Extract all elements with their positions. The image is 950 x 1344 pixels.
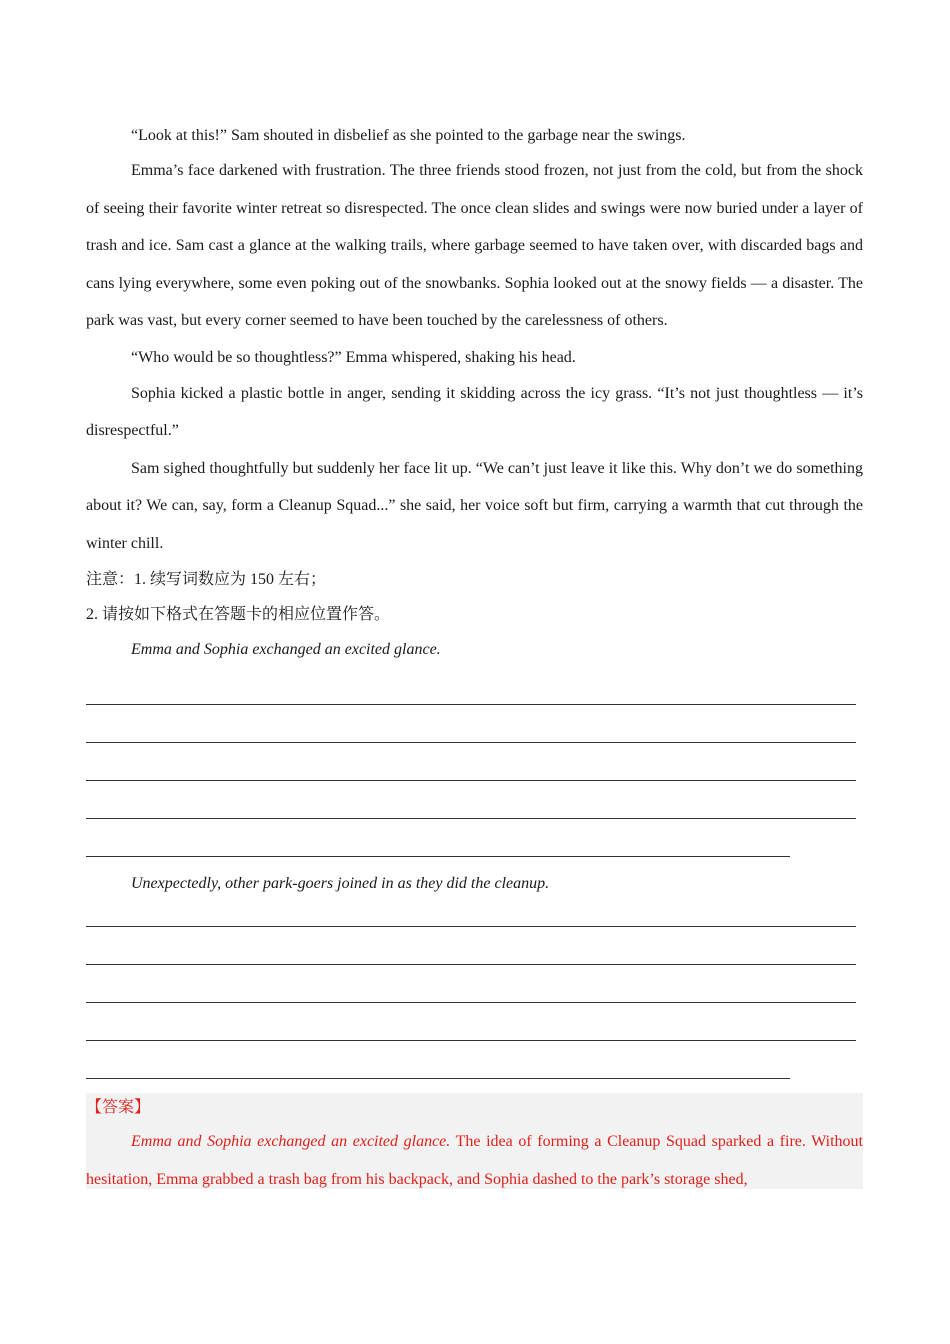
answer-paragraph xyxy=(86,1123,863,1189)
answer-line[interactable] xyxy=(86,944,856,965)
story-paragraph-4: Sophia kicked a plastic bottle in anger, sending it skidding across the icy grass. “It’s not just thoughtless — it’s disrespectful.” xyxy=(86,384,863,439)
answer-line[interactable] xyxy=(86,906,856,927)
note-1: 注意：1. 续写词数应为 150 左右； xyxy=(86,571,327,588)
document-page xyxy=(86,118,863,1189)
answer-line[interactable] xyxy=(86,760,856,781)
answer-line[interactable] xyxy=(86,1058,790,1079)
answer-lines-2 xyxy=(86,906,863,1079)
story-paragraph-5: Sam sighed thoughtfully but suddenly her face lit up. “We can’t just leave it like this. Why don’t we do something about it? We can, say, form a Cleanup Squad...” she said, her voice soft but firm, carrying a warmth that cut through the winter chill. xyxy=(86,459,863,552)
answer-line[interactable] xyxy=(86,722,856,743)
answer-line[interactable] xyxy=(86,1020,856,1041)
prompt-second: Unexpectedly, other park-goers joined in as they did the cleanup. xyxy=(131,875,550,892)
answer-line[interactable] xyxy=(86,836,790,857)
answer-text: The idea of forming a Cleanup Squad sparked a fire. Without hesitation, Emma grabbed a trash bag from his backpack, and Sophia dashed to the park’s storage shed, xyxy=(86,1133,863,1188)
answer-section xyxy=(86,1093,863,1189)
prompt-first: Emma and Sophia exchanged an excited glance. xyxy=(131,641,441,658)
answer-lines-1 xyxy=(86,684,863,857)
story-paragraph-2: Emma’s face darkened with frustration. The three friends stood frozen, not just from the cold, but from the shock of seeing their favorite winter retreat so disrespected. The once clean slides and swings were now buried under a layer of trash and ice. Sam cast a glance at the walking trails, where garbage seemed to have taken over, with discarded bags and cans lying everywhere, some even poking out of the snowbanks. Sophia looked out at the snowy fields — a disaster. The park was vast, but every corner seemed to have been touched by the carelessness of others. xyxy=(86,162,863,329)
story-paragraph-3: “Who would be so thoughtless?” Emma whispered, shaking his head. xyxy=(131,348,576,366)
story-paragraph-1: “Look at this!” Sam shouted in disbelief as she pointed to the garbage near the swings. xyxy=(131,127,686,144)
note-2: 2. 请按如下格式在答题卡的相应位置作答。 xyxy=(86,606,391,623)
answer-tag: 【答案】 xyxy=(86,1099,151,1116)
answer-lead: Emma and Sophia exchanged an excited glance. xyxy=(131,1133,451,1150)
answer-line[interactable] xyxy=(86,798,856,819)
answer-line[interactable] xyxy=(86,982,856,1003)
answer-line[interactable] xyxy=(86,684,856,705)
